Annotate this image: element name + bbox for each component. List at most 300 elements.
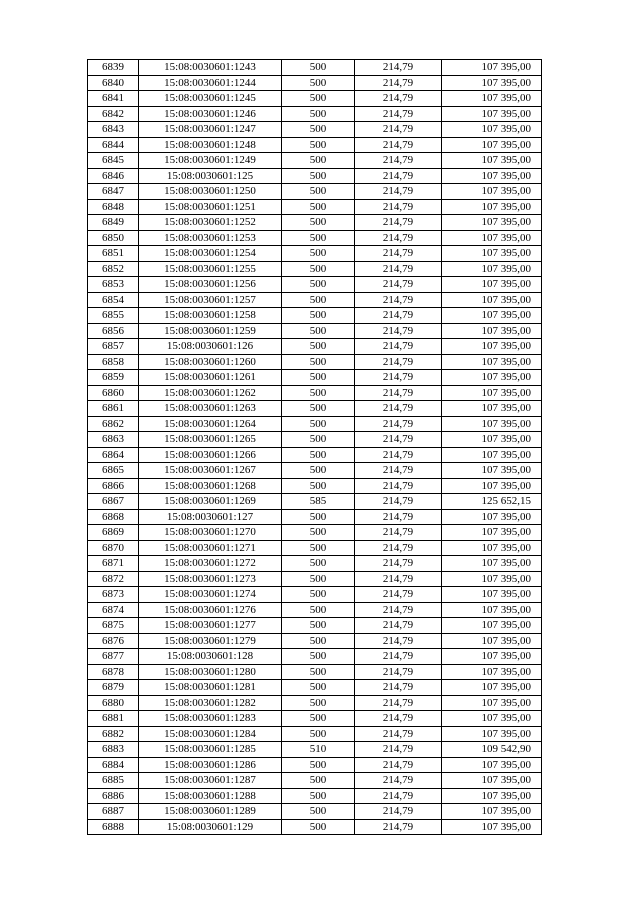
area-cell: 500 — [282, 587, 355, 603]
rate-cell: 214,79 — [355, 540, 442, 556]
cadastral-number-cell: 15:08:0030601:1288 — [139, 788, 282, 804]
cost-cell: 107 395,00 — [442, 277, 542, 293]
row-number-cell: 6842 — [88, 106, 139, 122]
cadastral-number-cell: 15:08:0030601:1245 — [139, 91, 282, 107]
cadastral-number-cell: 15:08:0030601:1267 — [139, 463, 282, 479]
table-row — [88, 540, 542, 556]
row-number-cell: 6887 — [88, 804, 139, 820]
row-number-cell: 6888 — [88, 819, 139, 835]
area-cell: 500 — [282, 184, 355, 200]
rate-cell: 214,79 — [355, 711, 442, 727]
rate-cell: 214,79 — [355, 819, 442, 835]
table-row — [88, 385, 542, 401]
row-number-cell: 6854 — [88, 292, 139, 308]
cadastral-number-cell: 15:08:0030601:1263 — [139, 401, 282, 417]
cost-cell: 107 395,00 — [442, 571, 542, 587]
table-row — [88, 494, 542, 510]
cost-cell: 107 395,00 — [442, 339, 542, 355]
area-cell: 500 — [282, 122, 355, 138]
area-cell: 500 — [282, 711, 355, 727]
cadastral-number-cell: 15:08:0030601:1284 — [139, 726, 282, 742]
area-cell: 500 — [282, 246, 355, 262]
row-number-cell: 6839 — [88, 60, 139, 76]
cadastral-number-cell: 15:08:0030601:1273 — [139, 571, 282, 587]
rate-cell: 214,79 — [355, 339, 442, 355]
area-cell: 500 — [282, 571, 355, 587]
area-cell: 500 — [282, 695, 355, 711]
cost-cell: 107 395,00 — [442, 199, 542, 215]
cadastral-number-cell: 15:08:0030601:1254 — [139, 246, 282, 262]
cost-cell: 107 395,00 — [442, 711, 542, 727]
row-number-cell: 6851 — [88, 246, 139, 262]
cadastral-number-cell: 15:08:0030601:1272 — [139, 556, 282, 572]
cost-cell: 107 395,00 — [442, 122, 542, 138]
cost-cell: 107 395,00 — [442, 804, 542, 820]
table-row — [88, 556, 542, 572]
table-row — [88, 618, 542, 634]
area-cell: 500 — [282, 261, 355, 277]
cost-cell: 107 395,00 — [442, 60, 542, 76]
cost-cell: 107 395,00 — [442, 137, 542, 153]
cadastral-number-cell: 15:08:0030601:1281 — [139, 680, 282, 696]
row-number-cell: 6876 — [88, 633, 139, 649]
rate-cell: 214,79 — [355, 230, 442, 246]
cost-cell: 107 395,00 — [442, 773, 542, 789]
cadastral-number-cell: 15:08:0030601:1287 — [139, 773, 282, 789]
cost-cell: 107 395,00 — [442, 649, 542, 665]
area-cell: 500 — [282, 788, 355, 804]
rate-cell: 214,79 — [355, 215, 442, 231]
table-row — [88, 757, 542, 773]
table-row — [88, 122, 542, 138]
row-number-cell: 6866 — [88, 478, 139, 494]
rate-cell: 214,79 — [355, 804, 442, 820]
cost-cell: 107 395,00 — [442, 478, 542, 494]
area-cell: 500 — [282, 556, 355, 572]
area-cell: 500 — [282, 277, 355, 293]
cadastral-number-cell: 15:08:0030601:1255 — [139, 261, 282, 277]
row-number-cell: 6879 — [88, 680, 139, 696]
cost-cell: 107 395,00 — [442, 587, 542, 603]
table-row — [88, 602, 542, 618]
area-cell: 500 — [282, 137, 355, 153]
cadastral-number-cell: 15:08:0030601:1256 — [139, 277, 282, 293]
cadastral-number-cell: 15:08:0030601:126 — [139, 339, 282, 355]
cadastral-number-cell: 15:08:0030601:1261 — [139, 370, 282, 386]
cost-cell: 107 395,00 — [442, 432, 542, 448]
area-cell: 500 — [282, 804, 355, 820]
area-cell: 500 — [282, 602, 355, 618]
row-number-cell: 6860 — [88, 385, 139, 401]
cost-cell: 125 652,15 — [442, 494, 542, 510]
table-row — [88, 773, 542, 789]
rate-cell: 214,79 — [355, 494, 442, 510]
row-number-cell: 6885 — [88, 773, 139, 789]
rate-cell: 214,79 — [355, 153, 442, 169]
row-number-cell: 6873 — [88, 587, 139, 603]
table-row — [88, 819, 542, 835]
row-number-cell: 6859 — [88, 370, 139, 386]
rate-cell: 214,79 — [355, 199, 442, 215]
cadastral-number-cell: 15:08:0030601:1285 — [139, 742, 282, 758]
rate-cell: 214,79 — [355, 525, 442, 541]
area-cell: 500 — [282, 339, 355, 355]
cadastral-number-cell: 15:08:0030601:1283 — [139, 711, 282, 727]
cadastral-number-cell: 15:08:0030601:1248 — [139, 137, 282, 153]
area-cell: 500 — [282, 153, 355, 169]
cadastral-number-cell: 15:08:0030601:1282 — [139, 695, 282, 711]
area-cell: 510 — [282, 742, 355, 758]
area-cell: 500 — [282, 75, 355, 91]
cadastral-number-cell: 15:08:0030601:1270 — [139, 525, 282, 541]
cost-cell: 107 395,00 — [442, 292, 542, 308]
area-cell: 500 — [282, 91, 355, 107]
table-row — [88, 633, 542, 649]
cost-cell: 109 542,90 — [442, 742, 542, 758]
table-row — [88, 137, 542, 153]
table-row — [88, 370, 542, 386]
cadastral-number-cell: 15:08:0030601:1280 — [139, 664, 282, 680]
row-number-cell: 6869 — [88, 525, 139, 541]
area-cell: 500 — [282, 416, 355, 432]
cost-cell: 107 395,00 — [442, 695, 542, 711]
row-number-cell: 6840 — [88, 75, 139, 91]
area-cell: 500 — [282, 385, 355, 401]
rate-cell: 214,79 — [355, 385, 442, 401]
cadastral-number-cell: 15:08:0030601:1265 — [139, 432, 282, 448]
cost-cell: 107 395,00 — [442, 618, 542, 634]
area-cell: 500 — [282, 773, 355, 789]
area-cell: 500 — [282, 618, 355, 634]
table-row — [88, 416, 542, 432]
table-row — [88, 664, 542, 680]
rate-cell: 214,79 — [355, 509, 442, 525]
area-cell: 500 — [282, 540, 355, 556]
table-row — [88, 649, 542, 665]
rate-cell: 214,79 — [355, 416, 442, 432]
rate-cell: 214,79 — [355, 401, 442, 417]
area-cell: 500 — [282, 401, 355, 417]
row-number-cell: 6849 — [88, 215, 139, 231]
table-row — [88, 742, 542, 758]
table-row — [88, 168, 542, 184]
cadastral-number-cell: 15:08:0030601:1257 — [139, 292, 282, 308]
cadastral-number-cell: 15:08:0030601:1277 — [139, 618, 282, 634]
table-row — [88, 695, 542, 711]
rate-cell: 214,79 — [355, 246, 442, 262]
area-cell: 500 — [282, 757, 355, 773]
row-number-cell: 6856 — [88, 323, 139, 339]
cost-cell: 107 395,00 — [442, 91, 542, 107]
row-number-cell: 6848 — [88, 199, 139, 215]
cadastral-number-cell: 15:08:0030601:1259 — [139, 323, 282, 339]
table-row — [88, 447, 542, 463]
rate-cell: 214,79 — [355, 602, 442, 618]
rate-cell: 214,79 — [355, 432, 442, 448]
cadastral-number-cell: 15:08:0030601:1274 — [139, 587, 282, 603]
cadastral-number-cell: 15:08:0030601:1276 — [139, 602, 282, 618]
cost-cell: 107 395,00 — [442, 370, 542, 386]
cost-cell: 107 395,00 — [442, 354, 542, 370]
cost-cell: 107 395,00 — [442, 602, 542, 618]
row-number-cell: 6874 — [88, 602, 139, 618]
rate-cell: 214,79 — [355, 292, 442, 308]
area-cell: 500 — [282, 230, 355, 246]
rate-cell: 214,79 — [355, 478, 442, 494]
table-row — [88, 432, 542, 448]
cadastral-number-cell: 15:08:0030601:1279 — [139, 633, 282, 649]
cadastral-number-cell: 15:08:0030601:1253 — [139, 230, 282, 246]
row-number-cell: 6880 — [88, 695, 139, 711]
area-cell: 500 — [282, 633, 355, 649]
rate-cell: 214,79 — [355, 122, 442, 138]
cadastral-number-cell: 15:08:0030601:129 — [139, 819, 282, 835]
row-number-cell: 6867 — [88, 494, 139, 510]
area-cell: 500 — [282, 60, 355, 76]
row-number-cell: 6875 — [88, 618, 139, 634]
rate-cell: 214,79 — [355, 618, 442, 634]
area-cell: 500 — [282, 432, 355, 448]
cost-cell: 107 395,00 — [442, 261, 542, 277]
row-number-cell: 6843 — [88, 122, 139, 138]
rate-cell: 214,79 — [355, 323, 442, 339]
cost-cell: 107 395,00 — [442, 385, 542, 401]
cadastral-number-cell: 15:08:0030601:1286 — [139, 757, 282, 773]
cost-cell: 107 395,00 — [442, 664, 542, 680]
row-number-cell: 6864 — [88, 447, 139, 463]
row-number-cell: 6878 — [88, 664, 139, 680]
rate-cell: 214,79 — [355, 556, 442, 572]
area-cell: 500 — [282, 726, 355, 742]
row-number-cell: 6881 — [88, 711, 139, 727]
area-cell: 500 — [282, 292, 355, 308]
row-number-cell: 6847 — [88, 184, 139, 200]
row-number-cell: 6872 — [88, 571, 139, 587]
area-cell: 500 — [282, 649, 355, 665]
cost-cell: 107 395,00 — [442, 416, 542, 432]
cost-cell: 107 395,00 — [442, 726, 542, 742]
area-cell: 500 — [282, 680, 355, 696]
row-number-cell: 6858 — [88, 354, 139, 370]
area-cell: 500 — [282, 354, 355, 370]
rate-cell: 214,79 — [355, 261, 442, 277]
land-plots-table — [87, 59, 542, 835]
rate-cell: 214,79 — [355, 308, 442, 324]
cadastral-number-cell: 15:08:0030601:1244 — [139, 75, 282, 91]
cadastral-number-cell: 15:08:0030601:1260 — [139, 354, 282, 370]
area-cell: 500 — [282, 106, 355, 122]
rate-cell: 214,79 — [355, 587, 442, 603]
cost-cell: 107 395,00 — [442, 757, 542, 773]
row-number-cell: 6844 — [88, 137, 139, 153]
table-row — [88, 478, 542, 494]
area-cell: 500 — [282, 447, 355, 463]
cadastral-number-cell: 15:08:0030601:1271 — [139, 540, 282, 556]
row-number-cell: 6852 — [88, 261, 139, 277]
rate-cell: 214,79 — [355, 742, 442, 758]
rate-cell: 214,79 — [355, 571, 442, 587]
row-number-cell: 6853 — [88, 277, 139, 293]
rate-cell: 214,79 — [355, 137, 442, 153]
table-row — [88, 726, 542, 742]
cadastral-number-cell: 15:08:0030601:1243 — [139, 60, 282, 76]
row-number-cell: 6857 — [88, 339, 139, 355]
cadastral-number-cell: 15:08:0030601:1252 — [139, 215, 282, 231]
row-number-cell: 6865 — [88, 463, 139, 479]
table-row — [88, 215, 542, 231]
area-cell: 500 — [282, 215, 355, 231]
rate-cell: 214,79 — [355, 447, 442, 463]
table-row — [88, 308, 542, 324]
cadastral-number-cell: 15:08:0030601:125 — [139, 168, 282, 184]
row-number-cell: 6863 — [88, 432, 139, 448]
rate-cell: 214,79 — [355, 680, 442, 696]
cost-cell: 107 395,00 — [442, 308, 542, 324]
table-row — [88, 261, 542, 277]
rate-cell: 214,79 — [355, 60, 442, 76]
table-row — [88, 277, 542, 293]
table-row — [88, 463, 542, 479]
cost-cell: 107 395,00 — [442, 788, 542, 804]
row-number-cell: 6850 — [88, 230, 139, 246]
table-row — [88, 75, 542, 91]
area-cell: 500 — [282, 308, 355, 324]
row-number-cell: 6884 — [88, 757, 139, 773]
cadastral-number-cell: 15:08:0030601:1262 — [139, 385, 282, 401]
area-cell: 500 — [282, 370, 355, 386]
table-row — [88, 804, 542, 820]
cost-cell: 107 395,00 — [442, 323, 542, 339]
table-row — [88, 509, 542, 525]
cadastral-number-cell: 15:08:0030601:1268 — [139, 478, 282, 494]
row-number-cell: 6861 — [88, 401, 139, 417]
rate-cell: 214,79 — [355, 91, 442, 107]
rate-cell: 214,79 — [355, 75, 442, 91]
table-row — [88, 246, 542, 262]
cost-cell: 107 395,00 — [442, 463, 542, 479]
rate-cell: 214,79 — [355, 168, 442, 184]
cost-cell: 107 395,00 — [442, 246, 542, 262]
row-number-cell: 6870 — [88, 540, 139, 556]
table-row — [88, 525, 542, 541]
cost-cell: 107 395,00 — [442, 230, 542, 246]
row-number-cell: 6877 — [88, 649, 139, 665]
table-row — [88, 292, 542, 308]
row-number-cell: 6846 — [88, 168, 139, 184]
cost-cell: 107 395,00 — [442, 680, 542, 696]
table-row — [88, 184, 542, 200]
table-row — [88, 680, 542, 696]
cost-cell: 107 395,00 — [442, 525, 542, 541]
area-cell: 500 — [282, 199, 355, 215]
table-row — [88, 199, 542, 215]
cost-cell: 107 395,00 — [442, 556, 542, 572]
cost-cell: 107 395,00 — [442, 168, 542, 184]
table-row — [88, 354, 542, 370]
row-number-cell: 6862 — [88, 416, 139, 432]
table-row — [88, 323, 542, 339]
table-row — [88, 711, 542, 727]
area-cell: 500 — [282, 664, 355, 680]
cost-cell: 107 395,00 — [442, 184, 542, 200]
rate-cell: 214,79 — [355, 726, 442, 742]
area-cell: 500 — [282, 463, 355, 479]
table-body — [88, 60, 542, 835]
cadastral-number-cell: 15:08:0030601:1269 — [139, 494, 282, 510]
table-row — [88, 339, 542, 355]
row-number-cell: 6868 — [88, 509, 139, 525]
rate-cell: 214,79 — [355, 370, 442, 386]
row-number-cell: 6883 — [88, 742, 139, 758]
table-row — [88, 230, 542, 246]
table-row — [88, 91, 542, 107]
table-row — [88, 788, 542, 804]
rate-cell: 214,79 — [355, 463, 442, 479]
area-cell: 500 — [282, 509, 355, 525]
row-number-cell: 6871 — [88, 556, 139, 572]
row-number-cell: 6845 — [88, 153, 139, 169]
cost-cell: 107 395,00 — [442, 540, 542, 556]
rate-cell: 214,79 — [355, 184, 442, 200]
cost-cell: 107 395,00 — [442, 401, 542, 417]
cadastral-number-cell: 15:08:0030601:127 — [139, 509, 282, 525]
cadastral-number-cell: 15:08:0030601:1250 — [139, 184, 282, 200]
area-cell: 500 — [282, 168, 355, 184]
cadastral-number-cell: 15:08:0030601:1251 — [139, 199, 282, 215]
rate-cell: 214,79 — [355, 788, 442, 804]
cadastral-number-cell: 15:08:0030601:1266 — [139, 447, 282, 463]
cadastral-number-cell: 15:08:0030601:1247 — [139, 122, 282, 138]
cadastral-number-cell: 15:08:0030601:1264 — [139, 416, 282, 432]
table-row — [88, 571, 542, 587]
row-number-cell: 6886 — [88, 788, 139, 804]
cost-cell: 107 395,00 — [442, 447, 542, 463]
cost-cell: 107 395,00 — [442, 819, 542, 835]
cost-cell: 107 395,00 — [442, 509, 542, 525]
rate-cell: 214,79 — [355, 106, 442, 122]
rate-cell: 214,79 — [355, 354, 442, 370]
cadastral-number-cell: 15:08:0030601:1249 — [139, 153, 282, 169]
cost-cell: 107 395,00 — [442, 75, 542, 91]
row-number-cell: 6882 — [88, 726, 139, 742]
rate-cell: 214,79 — [355, 633, 442, 649]
rate-cell: 214,79 — [355, 664, 442, 680]
cost-cell: 107 395,00 — [442, 153, 542, 169]
area-cell: 500 — [282, 525, 355, 541]
row-number-cell: 6855 — [88, 308, 139, 324]
rate-cell: 214,79 — [355, 757, 442, 773]
cost-cell: 107 395,00 — [442, 633, 542, 649]
rate-cell: 214,79 — [355, 649, 442, 665]
rate-cell: 214,79 — [355, 277, 442, 293]
area-cell: 500 — [282, 819, 355, 835]
cadastral-number-cell: 15:08:0030601:128 — [139, 649, 282, 665]
table-row — [88, 153, 542, 169]
area-cell: 500 — [282, 478, 355, 494]
rate-cell: 214,79 — [355, 773, 442, 789]
row-number-cell: 6841 — [88, 91, 139, 107]
table-row — [88, 106, 542, 122]
rate-cell: 214,79 — [355, 695, 442, 711]
table-row — [88, 401, 542, 417]
cadastral-number-cell: 15:08:0030601:1289 — [139, 804, 282, 820]
cadastral-number-cell: 15:08:0030601:1246 — [139, 106, 282, 122]
area-cell: 585 — [282, 494, 355, 510]
cadastral-number-cell: 15:08:0030601:1258 — [139, 308, 282, 324]
area-cell: 500 — [282, 323, 355, 339]
table-row — [88, 587, 542, 603]
cost-cell: 107 395,00 — [442, 106, 542, 122]
